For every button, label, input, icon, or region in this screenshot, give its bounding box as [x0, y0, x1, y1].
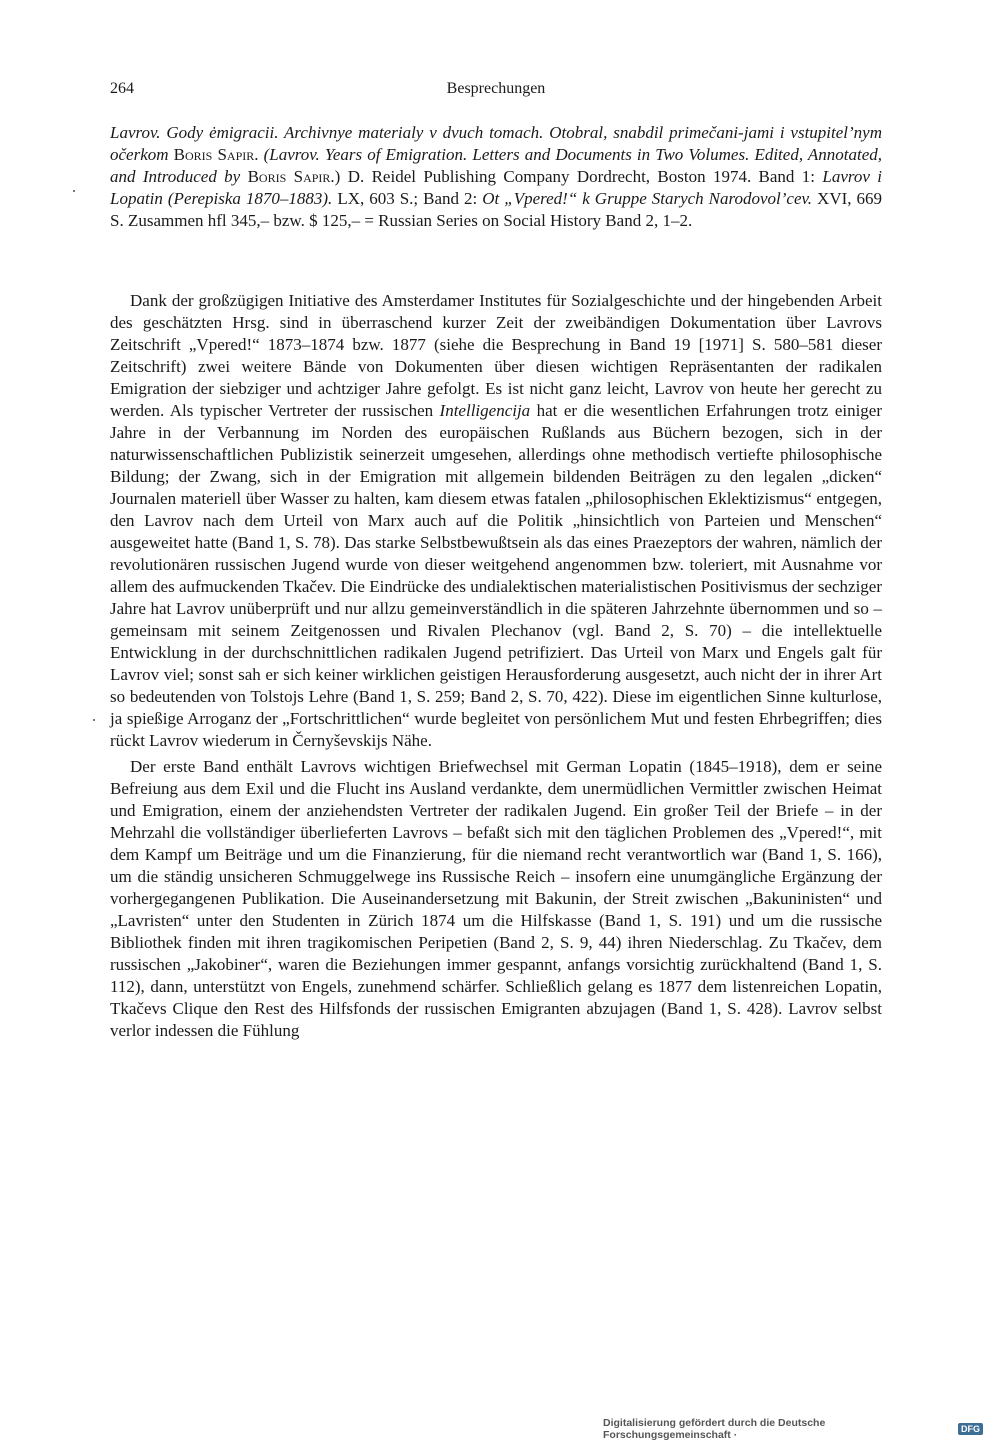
- review-body: [110, 290, 882, 1042]
- citation-band2-info: XVI, 669 S. Zusammen hfl 345,– bzw. $ 125,– = Russian Series on Social History Band 2, 1–2.: [110, 189, 883, 230]
- paragraph-1-part-a: Dank der großzügigen Initiative des Amsterdamer Institutes für Sozialgeschichte und der hingebenden Arbeit des geschätzten Hrsg. sind in überraschend kurzer Zeit der zweibändigen Dokumentation über Lavrovs Zeitschrift „Vpered!“ 1873–1874 bzw. 1877 (siehe die Besprechung in Band 19 [1971] S. 580–581 dieser Zeitschrift) zwei weitere Bände von Dokumenten über diesen wichtigen Repräsentanten der radikalen Emigration der siebziger und achtziger Jahre gefolgt. Es ist nicht ganz leicht, Lavrov von heute her gerecht zu werden. Als typischer Vertreter der russischen: [110, 291, 882, 420]
- bibliographic-citation: [110, 122, 882, 232]
- digitization-credit: [603, 1417, 983, 1441]
- citation-title-russian: Lavrov. Gody ėmigracii. Archivnye materialy v dvuch tomach. Otobral, snabdil primečani-jami i vstupitel’nym očerkom: [110, 123, 882, 164]
- margin-mark: [73, 190, 75, 192]
- paragraph-1: [110, 290, 882, 752]
- citation-band1-info: LX, 603 S.; Band 2:: [337, 189, 478, 208]
- citation-publisher: D. Reidel Publishing Company Dordrecht, Boston 1974. Band 1:: [347, 167, 816, 186]
- paragraph-1-part-b: hat er die wesentlichen Erfahrungen trotz einiger Jahre in der Verbannung im Norden des europäischen Rußlands aus Büchern bezogen, sich in der naturwissenschaftlichen Publizistik seinerzeit umgesehen, allerdings ohne methodisch vertiefte philosophische Bildung; der Zwang, sich in der Emigration mit allgemein bildenden Beiträgen zu den legalen „dicken“ Journalen materiell über Wasser zu halten, kam diesem etwas fatalen „philosophischen Eklektizismus“ entgegen, den Lavrov nach dem Urteil von Marx auch auf die Politik „hinsichtlich von Parteien und Menschen“ ausgeweitet hatte (Band 1, S. 78). Das starke Selbstbewußtsein als das eines Praezeptors der wahren, nämlich der revolutionären russischen Jugend wurde von dieser weitgehend angenommen bzw. toleriert, mit Ausnahme vor allem des aufmuckenden Tkačev. Die Eindrücke des undialektischen materialistischen Positivismus der sechziger Jahre hat Lavrov unüberprüft und nur allzu gemeinverständlich in die späteren Jahrzehnte übernommen und so – gemeinsam mit seinem Zeitgenossen und Rivalen Plechanov (vgl. Band 2, S. 70) – die intellektuelle Entwicklung in der durchschnittlichen radikalen Jugend petrifiziert. Das Urteil von Marx und Engels galt für Lavrov viel; sonst sah er sich keiner wirklichen geistigen Herausforderung ausgesetzt, auch nicht der in ihrer Art so bedeutenden von Tolstojs Lehre (Band 1, S. 259; Band 2, S. 70, 422). Diese im eigentlichen Sinne kulturlose, ja spießige Arroganz der „Fortschrittlichen“ wurde begleitet von persönlichem Mut und festen Ehrbegriffen; dies rückt Lavrov wiederum in Černyševskijs Nähe.: [110, 401, 883, 750]
- citation-band2-title: Ot „Vpered!“ k Gruppe Starych Narodovol’cev.: [482, 189, 813, 208]
- page-number: 264: [110, 80, 134, 97]
- running-head: Besprechungen: [446, 80, 546, 97]
- paragraph-2: Der erste Band enthält Lavrovs wichtigen Briefwechsel mit German Lopatin (1845–1918), dem er seine Befreiung aus dem Exil und die Flucht ins Ausland verdankte, dem unermüdlichen Vermittler zwischen Heimat und Emigration, einem der anziehendsten Vertreter der radikalen Jugend. Ein großer Teil der Briefe – in der Mehrzahl die vollständiger überlieferten Lavrovs – befaßt sich mit den täglichen Problemen des „Vpered!“, mit dem Kampf um Beiträge und um die Finanzierung, für die niemand recht verantwortlich war (Band 1, S. 166), um die ständig unsicheren Schmuggelwege ins Russische Reich – insofern eine unumgängliche Ergänzung der vorhergegangenen Publikation. Die Auseinandersetzung mit Bakunin, der Streit zwischen „Bakuninisten“ und „Lavristen“ unter den Studenten in Zürich 1874 um die Hilfskasse (Band 1, S. 191) und um die russische Bibliothek finden mit ihren tragikomischen Peripetien (Band 2, S. 9, 44) ihren Niederschlag. Zu Tkačev, dem russischen „Jakobiner“, waren die Beziehungen immer gespannt, anfangs vorsichtig zurückhaltend (Band 1, S. 112), dann, unterstützt von Engels, zunehmend schärfer. Schließlich gelang es 1877 dem listenreichen Lopatin, Tkačevs Clique den Rest des Hilfsfonds der russischen Emigranten abzujagen (Band 1, S. 428). Lavrov selbst verlor indessen die Fühlung: [110, 757, 882, 1040]
- term-intelligencija: Intelligencija: [439, 401, 531, 420]
- digitization-credit-text: Digitalisierung gefördert durch die Deutsche Forschungsgemeinschaft ·: [603, 1417, 826, 1441]
- citation-band1-title: Lavrov i Lopatin (Perepiska 1870–1883).: [110, 167, 883, 208]
- citation-editor: Boris Sapir.: [173, 145, 259, 164]
- citation-editor-english: Boris Sapir.): [247, 167, 341, 186]
- margin-mark: [93, 719, 95, 721]
- dfg-logo: DFG: [958, 1423, 983, 1435]
- page-header: [110, 80, 882, 106]
- citation-title-english: (Lavrov. Years of Emigration. Letters and Documents in Two Volumes. Edited, Annotated, and Introduced by: [110, 145, 883, 186]
